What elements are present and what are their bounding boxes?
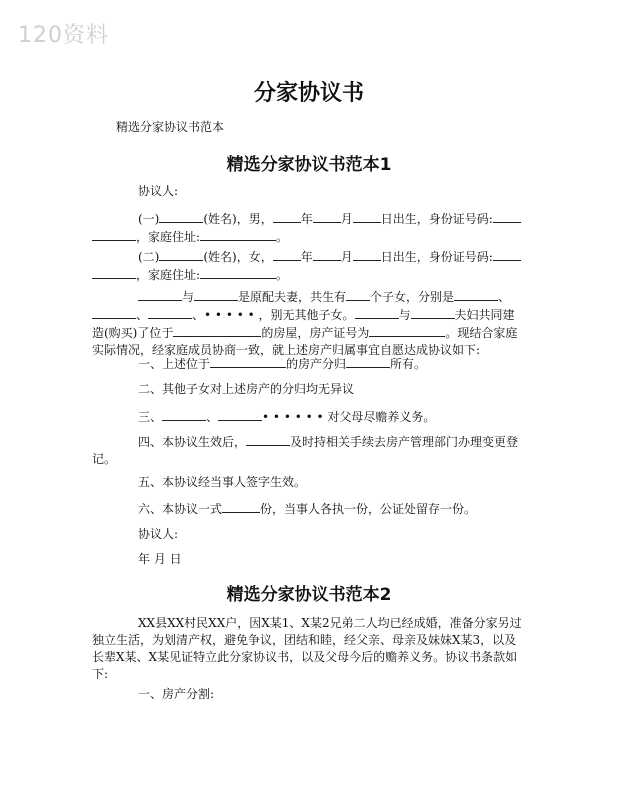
- clause-6: 六、本协议一式 份，当事人各执一份，公证处留存一份。: [138, 502, 477, 516]
- parties-label: 协议人:: [138, 184, 179, 198]
- section2-intro: XX县XX村民XX户，因X某1、X某2兄弟二人均已经成婚，准备分家另过独立生活，为划清产权，避免争议，团结和睦，经父亲、母亲及妹妹X某3，以及长辈X某、X某见证特立此分家协议书，以及父母今后的赡养义务。协议书条款如下:: [92, 616, 522, 681]
- family-paragraph: 与 是原配夫妻，共生有 个子女，分别是 、、 、• • • • • ，别无其他子女。 与 夫妇共同建造(购买)了位于 的房屋，房产证号为 。现结合家庭实际情况，经家庭成员协商一致，就上述房产归属事宜自愿达成协议如下:: [92, 290, 518, 357]
- clause-1: 一、上述位于 的房产分归 所有。: [138, 357, 427, 371]
- section2-heading: 精选分家协议书范本2: [226, 585, 392, 605]
- clause-5: 五、本协议经当事人签字生效。: [138, 475, 307, 489]
- signature-label: 协议人:: [138, 527, 179, 541]
- party-one-paragraph: (一) (姓名)，男， 年 月 日出生，身份证号码:，家庭住址: 。: [92, 210, 526, 246]
- clause-3: 三、 、 • • • • • • 对父母尽赡养义务。: [138, 410, 436, 424]
- party-two-paragraph: (二) (姓名)，女， 年 月 日出生，身份证号码:，家庭住址: 。: [92, 248, 526, 284]
- date-label: 年 月 日: [138, 552, 182, 566]
- section1-heading: 精选分家协议书范本1: [226, 155, 392, 175]
- document-subtitle: 精选分家协议书范本: [116, 120, 225, 134]
- watermark: 120资料: [18, 23, 109, 48]
- clause-2: 二、其他子女对上述房产的分归均无异议: [138, 382, 355, 396]
- document-title: 分家协议书: [253, 81, 364, 106]
- section2-clause-1: 一、房产分割:: [138, 687, 215, 701]
- clause-4: 四、本协议生效后， 及时持相关手续去房产管理部门办理变更登记。: [92, 435, 519, 466]
